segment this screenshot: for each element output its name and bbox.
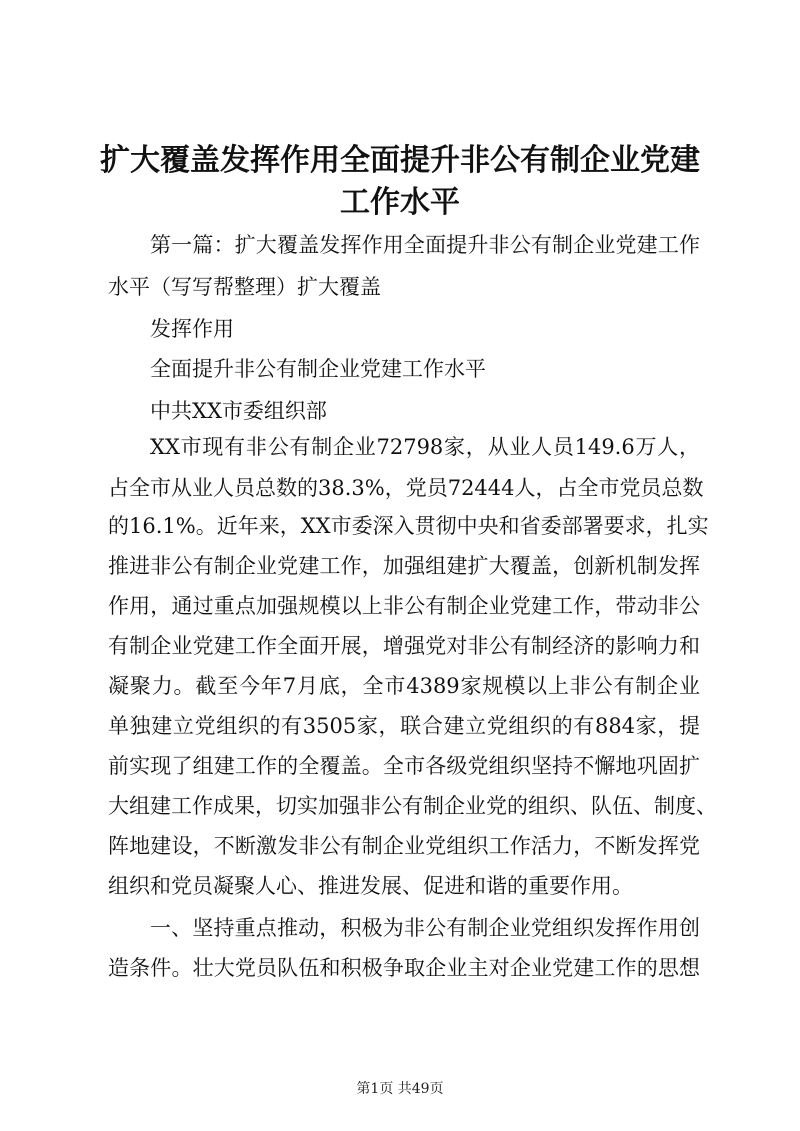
body-line: 大组建工作成果，切实加强非公有制企业党的组织、队伍、制度、 xyxy=(108,794,717,818)
body-line: 阵地建设，不断激发非公有制企业党组织工作活力，不断发挥党 xyxy=(108,834,700,858)
document-title-line-1: 扩大覆盖发挥作用全面提升非公有制企业党建 xyxy=(100,143,700,178)
body-line: 推进非公有制企业党建工作，加强组建扩大覆盖，创新机制发挥 xyxy=(108,554,700,578)
body-line: 的16.1%。近年来，XX市委深入贯彻中央和省委部署要求，扎实 xyxy=(108,514,709,538)
body-line: 前实现了组建工作的全覆盖。全市各级党组织坚持不懈地巩固扩 xyxy=(108,754,700,778)
body-line: 占全市从业人员总数的38.3%，党员72444人，占全市党员总数 xyxy=(108,476,704,500)
body-line: 有制企业党建工作全面开展，增强党对非公有制经济的影响力和 xyxy=(108,634,700,658)
body-line: 一、坚持重点推动，积极为非公有制企业党组织发挥作用创 xyxy=(150,916,700,940)
body-line: 中共XX市委组织部 xyxy=(150,399,327,423)
body-line: 全面提升非公有制企业党建工作水平 xyxy=(150,357,486,381)
body-line: XX市现有非公有制企业72798家，从业人员149.6万人， xyxy=(150,435,700,459)
document-title-line-2: 工作水平 xyxy=(340,185,460,220)
body-line: 造条件。壮大党员队伍和积极争取企业主对企业党建工作的思想 xyxy=(108,956,700,980)
page-number-footer: 第1页 共49页 xyxy=(356,1081,444,1097)
body-line: 水平（写写帮整理）扩大覆盖 xyxy=(108,275,381,299)
body-line: 第一篇：扩大覆盖发挥作用全面提升非公有制企业党建工作 xyxy=(150,233,700,257)
body-line: 组织和党员凝聚人心、推进发展、促进和谐的重要作用。 xyxy=(108,874,633,898)
body-line: 单独建立党组织的有3505家，联合建立党组织的有884家，提 xyxy=(108,714,700,738)
body-line: 发挥作用 xyxy=(150,317,234,341)
body-line: 作用，通过重点加强规模以上非公有制企业党建工作，带动非公 xyxy=(108,594,700,618)
body-line: 凝聚力。截至今年7月底，全市4389家规模以上非公有制企业 xyxy=(108,674,700,698)
